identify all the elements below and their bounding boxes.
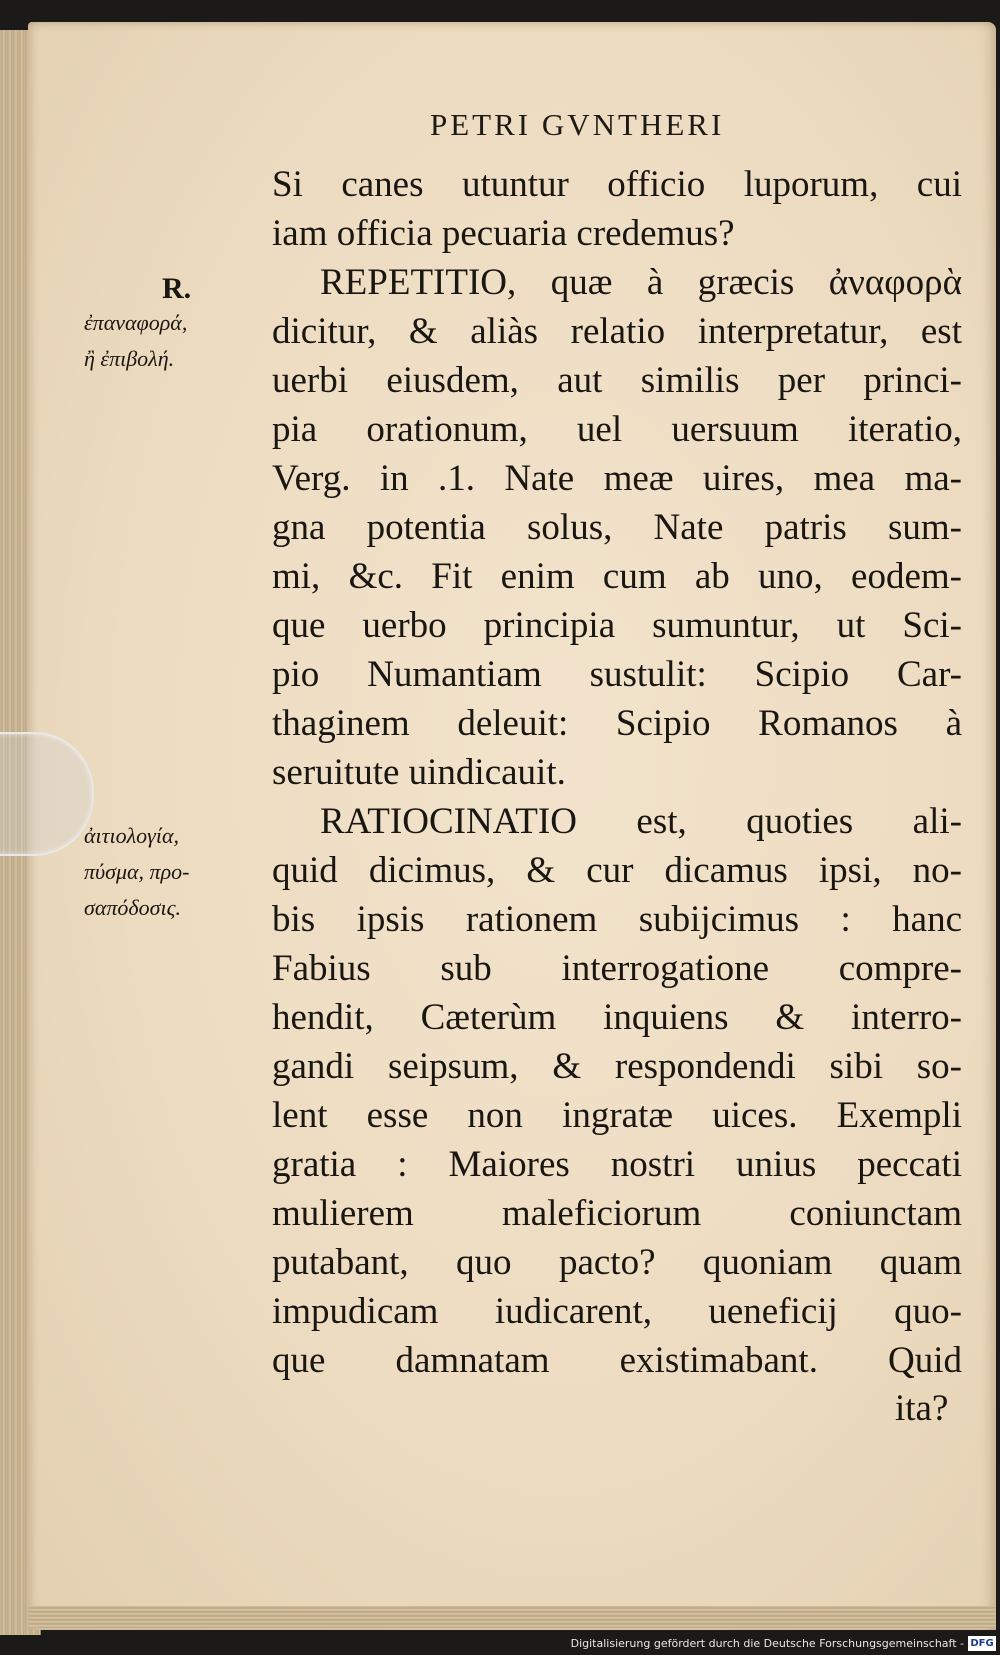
margin-note-line: ἀιτιολογία, [84, 823, 180, 848]
text-line: mi, &c. Fit enim cum ab uno, eodem- [272, 556, 962, 597]
main-text-block [272, 160, 962, 1385]
text-line: bis ipsis rationem subijcimus : hanc [272, 899, 962, 940]
text-line: gna potentia solus, Nate patris sum- [272, 507, 962, 548]
margin-note-line: σαπόδοσις. [84, 895, 182, 920]
text-line: lent esse non ingratæ uices. Exempli [272, 1095, 962, 1136]
book-bottom-edge [28, 1606, 996, 1628]
text-line: gandi seipsum, & respondendi sibi so- [272, 1046, 962, 1087]
text-line: Verg. in .1. Nate meæ uires, mea ma- [272, 458, 962, 499]
margin-note-line: ἐπαναφορά, [84, 310, 188, 335]
digitization-credit: Digitalisierung gefördert durch die Deutsche Forschungsgemeinschaft - [570, 1637, 964, 1650]
text-line: iam officia pecuaria credemus? [272, 213, 735, 254]
text-line: que uerbo principia sumuntur, ut Sci- [272, 605, 962, 646]
text-line: Fabius sub interrogatione compre- [272, 948, 962, 989]
margin-note-aetiologia [84, 818, 189, 926]
text-line: mulierem maleficiorum coniunctam [272, 1193, 962, 1234]
text-line: pio Numantiam sustulit: Scipio Car- [272, 654, 962, 695]
text-line: Si canes utuntur officio luporum, cui [272, 164, 962, 205]
text-line: quid dicimus, & cur dicamus ipsi, no- [272, 850, 962, 891]
margin-note-epanaphora [84, 305, 187, 377]
text-line: dicitur, & aliàs relatio interpretatur, est [272, 311, 962, 352]
catchword: ita? [895, 1388, 949, 1429]
text-line: seruitute uindicauit. [272, 752, 566, 793]
running-header: PETRI GVNTHERI [430, 107, 725, 142]
margin-note-line: πύσμα, προ- [84, 859, 190, 884]
text-line: thaginem deleuit: Scipio Romanos à [272, 703, 962, 744]
text-line: uerbi eiusdem, aut similis per princi- [272, 360, 962, 401]
text-line: gratia : Maiores nostri unius peccati [272, 1144, 962, 1185]
text-line: que damnatam existimabant. Quid [272, 1340, 962, 1381]
text-line: putabant, quo pacto? quoniam quam [272, 1242, 962, 1283]
text-line: pia orationum, uel uersuum iteratio, [272, 409, 962, 450]
dfg-logo: DFG [968, 1636, 996, 1651]
margin-note-line: ἢ ἐπιβολή. [84, 346, 175, 371]
text-line: hendit, Cæterùm inquiens & interro- [272, 997, 962, 1038]
text-line: impudicam iudicarent, ueneficij quo- [272, 1291, 962, 1332]
text-line-repetitio: REPETITIO, quæ à græcis ἀναφορὰ [320, 262, 962, 303]
margin-letter: R. [162, 272, 192, 305]
text-line-ratiocinatio: RATIOCINATIO est, quoties ali- [320, 801, 962, 842]
